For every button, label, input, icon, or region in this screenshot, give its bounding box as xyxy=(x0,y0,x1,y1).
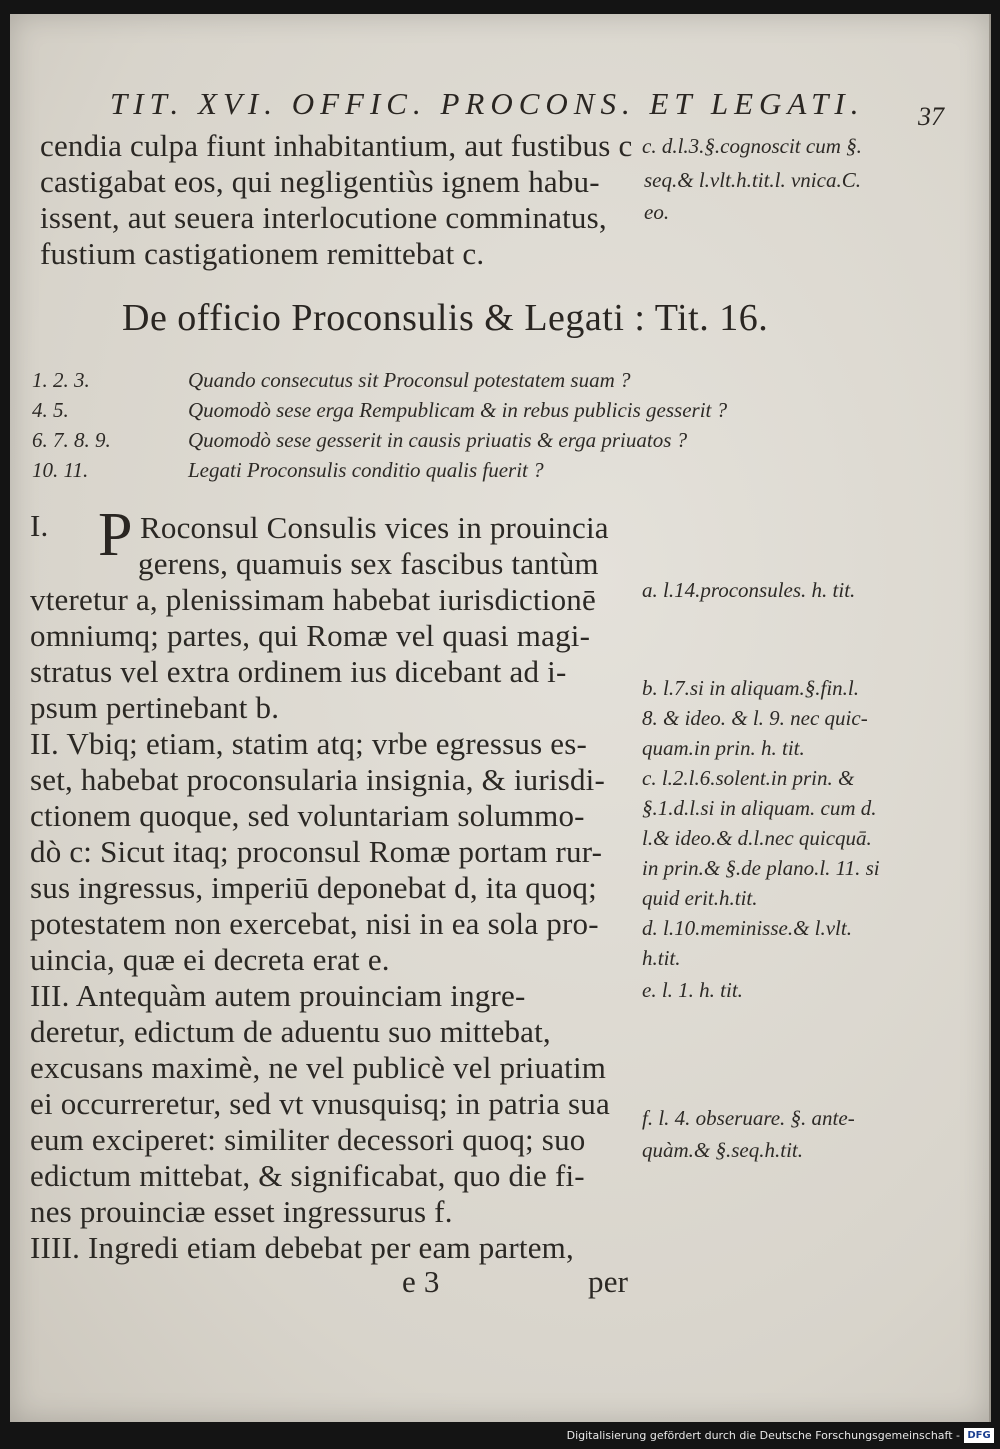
body-line: potestatem non exercebat, nisi in ea sola pro- xyxy=(30,906,599,941)
body-line: III. Antequàm autem prouinciam ingre- xyxy=(30,978,526,1013)
marginal-note: d. l.10.meminisse.& l.vlt. xyxy=(642,916,852,940)
body-line: stratus vel extra ordinem ius dicebant ad i- xyxy=(30,654,567,689)
body-line: omniumq; partes, qui Romæ vel quasi magi- xyxy=(30,618,591,653)
continuation-line: issent, aut seuera interlocutione comminatus, xyxy=(40,200,607,235)
body-line: ei occurreretur, sed vt vnusquisq; in patria sua xyxy=(30,1086,610,1121)
body-line: eum exciperet: similiter decessori quoq; suo xyxy=(30,1122,586,1157)
marginal-note: 8. & ideo. & l. 9. nec quic- xyxy=(642,706,868,730)
marginal-note: c. d.l.3.§.cognoscit cum §. xyxy=(642,134,862,158)
body-line: Roconsul Consulis vices in prouincia xyxy=(140,510,609,545)
body-line: psum pertinebant b. xyxy=(30,690,280,725)
paragraph-number: I. xyxy=(30,508,49,543)
body-line: excusans maximè, ne vel publicè vel priuatim xyxy=(30,1050,607,1085)
drop-capital: P xyxy=(98,501,133,569)
marginal-note: in prin.& §.de plano.l. 11. si xyxy=(642,856,880,880)
marginal-note: §.1.d.l.si in aliquam. cum d. xyxy=(642,796,877,820)
summary-numbers: 6. 7. 8. 9. xyxy=(32,428,111,452)
body-line: set, habebat proconsularia insignia, & iurisdi- xyxy=(30,762,606,797)
marginal-note: f. l. 4. obseruare. §. ante- xyxy=(642,1106,855,1130)
body-line: gerens, quamuis sex fascibus tantùm xyxy=(138,546,599,581)
body-line: II. Vbiq; etiam, statim atq; vrbe egressus es- xyxy=(30,726,588,761)
body-line: ctionem quoque, sed voluntariam solummo- xyxy=(30,798,585,833)
page-number: 37 xyxy=(918,102,944,131)
marginal-note: seq.& l.vlt.h.tit.l. vnica.C. xyxy=(644,168,861,192)
body-line: edictum mittebat, & significabat, quo die fi- xyxy=(30,1158,585,1193)
marginal-note: e. l. 1. h. tit. xyxy=(642,978,743,1002)
book-page xyxy=(10,14,991,1422)
body-line: vteretur a, plenissimam habebat iurisdictionē xyxy=(30,582,596,617)
footer-credit: Digitalisierung gefördert durch die Deutsche Forschungsgemeinschaft - xyxy=(566,1429,960,1442)
dfg-logo[interactable]: DFG xyxy=(964,1428,994,1443)
summary-question: Quomodò sese erga Rempublicam & in rebus publicis gesserit ? xyxy=(188,398,728,422)
marginal-note: quam.in prin. h. tit. xyxy=(642,736,805,760)
summary-numbers: 4. 5. xyxy=(32,398,69,422)
section-title: De officio Proconsulis & Legati : Tit. 16. xyxy=(122,297,769,339)
summary-question: Quomodò sese gesserit in causis priuatis & erga priuatos ? xyxy=(188,428,688,452)
summary-question: Quando consecutus sit Proconsul potestatem suam ? xyxy=(188,368,631,392)
marginal-note: c. l.2.l.6.solent.in prin. & xyxy=(642,766,855,790)
marginal-note: h.tit. xyxy=(642,946,681,970)
continuation-line: cendia culpa fiunt inhabitantium, aut fustibus c xyxy=(40,128,633,163)
marginal-note: a. l.14.proconsules. h. tit. xyxy=(642,578,856,602)
marginal-note: quid erit.h.tit. xyxy=(642,886,758,910)
signature-mark: e 3 xyxy=(402,1264,440,1299)
body-line: dò c: Sicut itaq; proconsul Romæ portam rur- xyxy=(30,834,603,869)
marginal-note: eo. xyxy=(644,200,670,224)
summary-numbers: 10. 11. xyxy=(32,458,89,482)
marginal-note: b. l.7.si in aliquam.§.fin.l. xyxy=(642,676,860,700)
marginal-note: quàm.& §.seq.h.tit. xyxy=(642,1138,803,1162)
body-line: nes prouinciæ esset ingressurus f. xyxy=(30,1194,453,1229)
running-title: TIT. XVI. OFFIC. PROCONS. ET LEGATI. xyxy=(110,86,865,121)
summary-question: Legati Proconsulis conditio qualis fuerit ? xyxy=(188,458,544,482)
body-line: uincia, quæ ei decreta erat e. xyxy=(30,942,390,977)
footer-bar xyxy=(0,1425,1000,1449)
catchword: per xyxy=(588,1264,629,1299)
continuation-line: castigabat eos, qui negligentiùs ignem habu- xyxy=(40,164,600,199)
body-line: sus ingressus, imperiū deponebat d, ita quoq; xyxy=(30,870,597,905)
body-line: IIII. Ingredi etiam debebat per eam partem, xyxy=(30,1230,574,1265)
marginal-note: l.& ideo.& d.l.nec quicquā. xyxy=(642,826,872,850)
summary-numbers: 1. 2. 3. xyxy=(32,368,90,392)
body-line: deretur, edictum de aduentu suo mittebat, xyxy=(30,1014,551,1049)
continuation-line: fustium castigationem remittebat c. xyxy=(40,236,485,271)
